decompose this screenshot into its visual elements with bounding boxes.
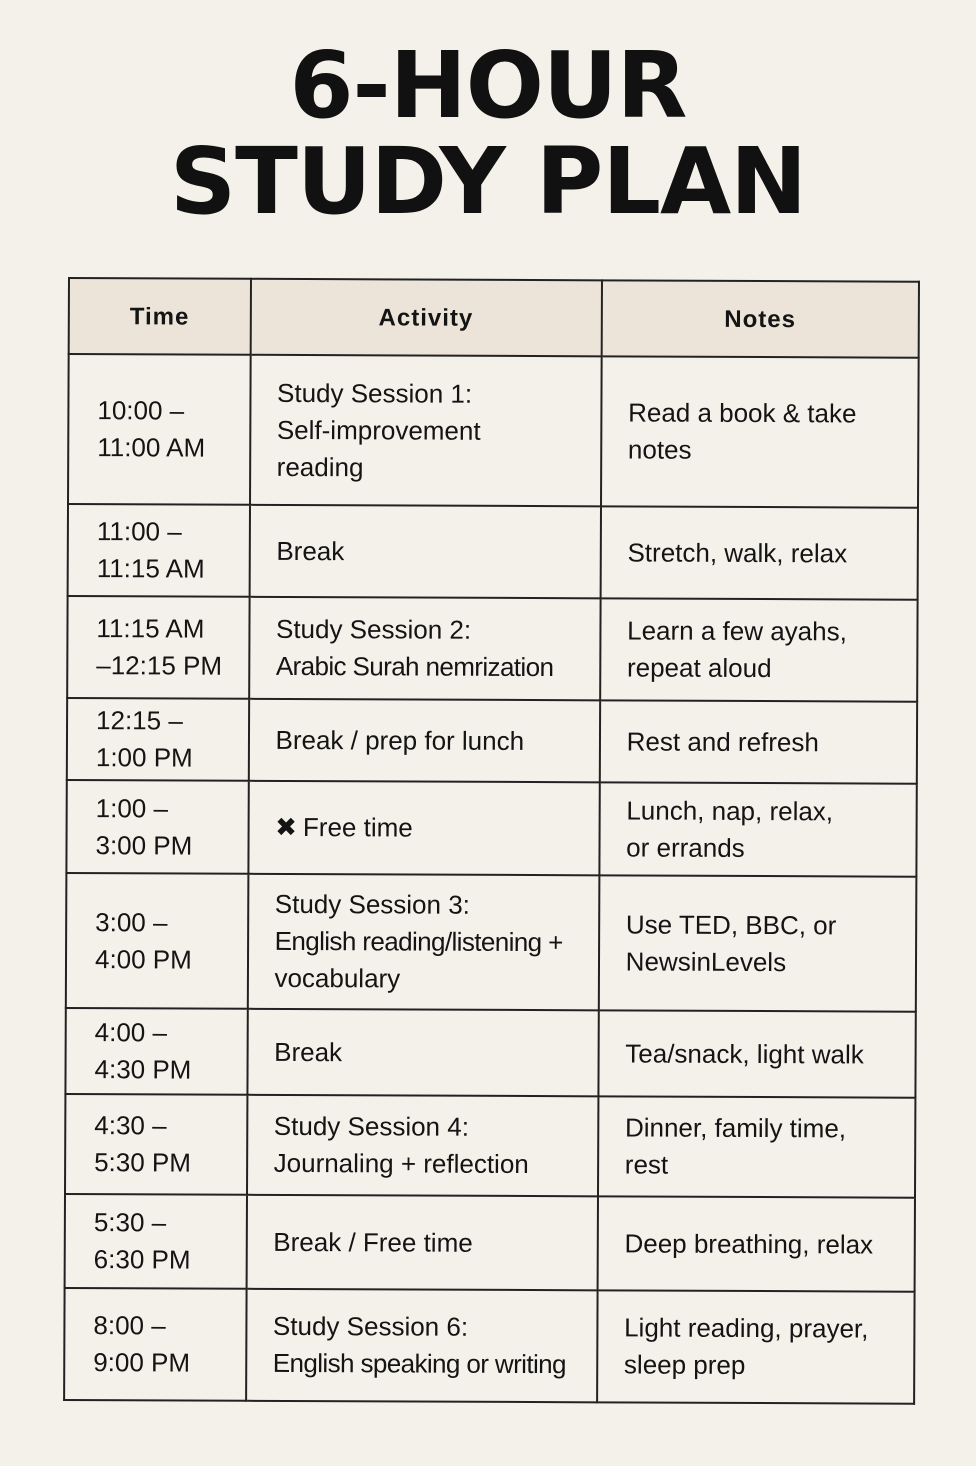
notes-cell: Rest and refresh	[600, 700, 918, 783]
notes-cell: Lunch, nap, relax, or errands	[599, 782, 917, 876]
table-header-row	[69, 278, 919, 358]
activity-cell: Study Session 3: English reading/listening + vocabulary	[247, 874, 599, 1011]
table-row	[67, 596, 917, 702]
header-time: Time	[69, 278, 251, 355]
x-mark-icon: ✖	[275, 811, 298, 843]
time-cell: 4:30 – 5:30 PM	[65, 1094, 247, 1195]
table-row	[67, 698, 917, 784]
title-line-2: STUDY PLAN	[169, 128, 807, 235]
notes-cell: Dinner, family time, rest	[598, 1096, 916, 1197]
notes-cell: Read a book & take notes	[601, 356, 919, 507]
table-row	[66, 780, 916, 877]
page-title	[0, 32, 976, 235]
header-activity: Activity	[250, 279, 601, 357]
time-cell: 1:00 – 3:00 PM	[66, 780, 248, 874]
title-line-1: 6-HOUR	[289, 32, 687, 139]
activity-cell: ✖ Free time	[248, 781, 600, 876]
time-cell: 4:00 – 4:30 PM	[65, 1008, 247, 1095]
table-row	[68, 504, 918, 600]
time-cell: 5:30 – 6:30 PM	[65, 1194, 247, 1289]
notes-cell: Tea/snack, light walk	[598, 1010, 916, 1097]
time-cell: 11:15 AM –12:15 PM	[67, 596, 249, 699]
activity-cell: Break	[247, 1009, 599, 1097]
activity-cell: Study Session 2: Arabic Surah nemrization	[249, 597, 601, 701]
header-notes: Notes	[601, 280, 919, 357]
notes-cell: Light reading, prayer, sleep prep	[597, 1290, 915, 1403]
activity-cell: Study Session 4: Journaling + reflection	[247, 1095, 599, 1197]
time-cell: 12:15 – 1:00 PM	[67, 698, 249, 781]
notes-cell: Use TED, BBC, or NewsinLevels	[599, 875, 917, 1011]
notes-cell: Deep breathing, relax	[597, 1196, 915, 1291]
activity-cell: Break / prep for lunch	[248, 699, 600, 783]
table-row	[65, 1094, 915, 1198]
table-row	[68, 354, 919, 508]
time-cell: 3:00 – 4:00 PM	[66, 873, 248, 1009]
activity-cell: Break	[249, 505, 601, 599]
activity-cell: Break / Free time	[246, 1195, 598, 1291]
time-cell: 10:00 – 11:00 AM	[68, 354, 250, 505]
activity-cell: Study Session 6: English speaking or writing	[246, 1289, 598, 1403]
table-row	[65, 1008, 915, 1098]
notes-cell: Learn a few ayahs, repeat aloud	[600, 598, 918, 701]
time-cell: 11:00 – 11:15 AM	[68, 504, 250, 597]
study-plan-table	[63, 277, 920, 1405]
table-row	[66, 873, 917, 1012]
table-row	[65, 1194, 915, 1292]
activity-cell: Study Session 1: Self-improvement reading	[250, 355, 602, 507]
table-row	[64, 1288, 914, 1404]
time-cell: 8:00 – 9:00 PM	[64, 1288, 246, 1401]
notes-cell: Stretch, walk, relax	[600, 506, 918, 599]
